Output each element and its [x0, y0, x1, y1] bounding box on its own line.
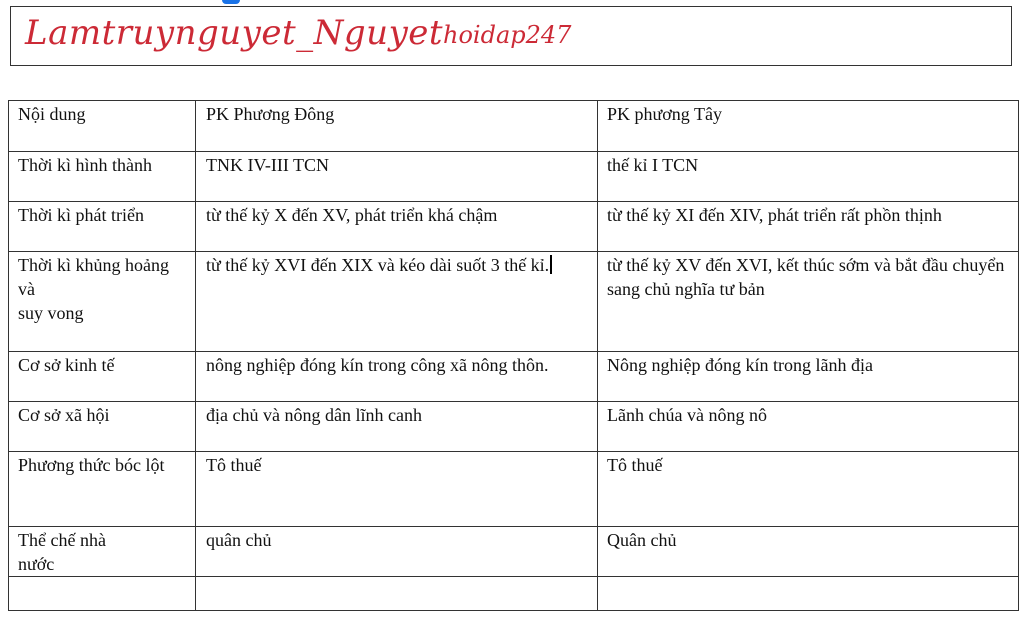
watermark-author: Lamtruynguyet_Nguyet [25, 13, 444, 53]
table-row [9, 527, 1019, 577]
table-row [9, 152, 1019, 202]
table-header-row [9, 101, 1019, 152]
cut-off-text-line [170, 614, 870, 621]
table-row [9, 202, 1019, 252]
table-row [9, 452, 1019, 527]
table-cell[interactable]: từ thế kỷ X đến XV, phát triển khá chậm [196, 202, 598, 252]
table-cell[interactable]: TNK IV-III TCN [196, 152, 598, 202]
table-cell[interactable] [196, 577, 598, 611]
table-row [9, 352, 1019, 402]
table-row [9, 402, 1019, 452]
table-cell[interactable]: nông nghiệp đóng kín trong công xã nông thôn. [196, 352, 598, 402]
header-cell: Nội dung [9, 101, 196, 152]
table-cell[interactable]: Tô thuế [598, 452, 1019, 527]
row-label: Thời kì hình thành [9, 152, 196, 202]
table-cell[interactable]: địa chủ và nông dân lĩnh canh [196, 402, 598, 452]
row-label: Thể chế nhà nước [9, 527, 196, 577]
table-cell[interactable] [9, 577, 196, 611]
header-cell: PK Phương Đông [196, 101, 598, 152]
row-label: Thời kì khủng hoảng và suy vong [9, 252, 196, 352]
watermark-site: hoidap247 [443, 21, 572, 49]
header-cell: PK phương Tây [598, 101, 1019, 152]
row-label: Thời kì phát triển [9, 202, 196, 252]
comparison-table [8, 100, 1019, 611]
table-row [9, 577, 1019, 611]
text-cursor [550, 255, 552, 274]
table-cell[interactable]: Quân chủ [598, 527, 1019, 577]
table-row [9, 252, 1019, 352]
row-label: Phương thức bóc lột [9, 452, 196, 527]
table-cell[interactable]: Lãnh chúa và nông nô [598, 402, 1019, 452]
table-cell-active[interactable] [196, 252, 598, 352]
table-cell[interactable]: từ thế kỷ XI đến XIV, phát triển rất phồn thịnh [598, 202, 1019, 252]
watermark-box [10, 6, 1012, 66]
table-cell[interactable]: Nông nghiệp đóng kín trong lãnh địa [598, 352, 1019, 402]
table-cell[interactable]: từ thế kỷ XV đến XVI, kết thúc sớm và bắt đầu chuyển sang chủ nghĩa tư bản [598, 252, 1019, 352]
table-cell[interactable] [598, 577, 1019, 611]
toolbar-edge-fragment [222, 0, 240, 4]
table-cell-text: từ thế kỷ XVI đến XIX và kéo dài suốt 3 thế kỉ. [206, 255, 550, 275]
table-cell[interactable]: thế kỉ I TCN [598, 152, 1019, 202]
table-cell[interactable]: quân chủ [196, 527, 598, 577]
row-label: Cơ sở xã hội [9, 402, 196, 452]
row-label: Cơ sở kinh tế [9, 352, 196, 402]
table-cell[interactable]: Tô thuế [196, 452, 598, 527]
